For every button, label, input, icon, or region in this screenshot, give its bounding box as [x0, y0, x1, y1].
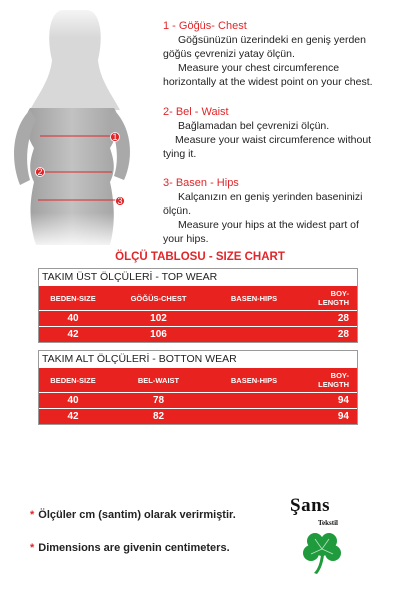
table-row — [39, 409, 357, 425]
marker-2 — [36, 167, 45, 177]
table-cell: 94 — [298, 393, 357, 409]
note-turkish — [30, 509, 236, 521]
instruction-line: tying it. — [163, 148, 197, 160]
top-wear-table — [38, 268, 358, 343]
svg-text:3: 3 — [117, 196, 123, 206]
column-header: BEDEN-SIZE — [50, 375, 96, 385]
instruction-line: Kalçanızın en geniş yerinden baseninizi — [178, 191, 363, 203]
instruction-line: horizontally at the widest point on your chest. — [163, 76, 373, 88]
marker-1 — [111, 132, 120, 142]
clover-icon — [298, 527, 346, 575]
marker-3 — [116, 196, 125, 206]
table-cell — [210, 327, 298, 343]
instruction-line: Measure your chest circumference — [178, 62, 340, 74]
brand-logo-name: Şans — [290, 495, 331, 516]
instruction-line: Measure your waist circumference without — [175, 134, 372, 146]
instruction-line: your hips. — [163, 233, 209, 245]
table-cell: 94 — [298, 409, 357, 425]
instruction-chest — [163, 19, 395, 89]
instruction-line: göğüs çevrenizi yatay ölçün. — [163, 48, 295, 60]
column-header: BEDEN-SIZE — [50, 293, 96, 303]
column-header: BEL-WAIST — [137, 375, 180, 385]
instruction-line: ölçün. — [163, 205, 192, 217]
note-text: Ölçüler cm (santim) olarak verirmiştir. — [38, 509, 236, 521]
table-cell: 102 — [107, 311, 210, 327]
column-header: BOY-LENGTH — [318, 289, 349, 307]
table-row — [39, 311, 357, 327]
column-header: BOY-LENGTH — [318, 371, 349, 389]
top-wear-title: TAKIM ÜST ÖLÇÜLERİ - TOP WEAR — [42, 271, 218, 283]
table-cell: 40 — [39, 311, 107, 327]
asterisk: * — [30, 542, 35, 554]
instruction-heading: 1 - Göğüs- Chest — [163, 20, 247, 32]
table-cell — [210, 409, 298, 425]
table-cell: 28 — [298, 327, 357, 343]
table-header-row — [39, 368, 357, 393]
instruction-heading: 3- Basen - Hips — [163, 177, 239, 189]
note-text: Dimensions are givenin centimeters. — [38, 542, 230, 554]
table-cell — [210, 311, 298, 327]
table-header-row — [39, 286, 357, 311]
bottom-wear-grid — [39, 368, 357, 424]
table-row — [39, 327, 357, 343]
table-cell — [210, 393, 298, 409]
svg-text:1: 1 — [112, 132, 118, 142]
brand-logo-subtitle: Tekstil — [318, 519, 338, 527]
column-header: BASEN-HIPS — [230, 293, 278, 303]
instruction-line: Göğsünüzün üzerindeki en geniş yerden — [178, 34, 366, 46]
instruction-line: Measure your hips at the widest part of — [178, 219, 359, 231]
bottom-wear-table — [38, 350, 358, 425]
table-cell: 82 — [107, 409, 210, 425]
instruction-hips — [163, 176, 395, 246]
bottom-wear-title: TAKIM ALT ÖLÇÜLERİ - BOTTON WEAR — [42, 353, 237, 365]
table-cell: 40 — [39, 393, 107, 409]
table-cell: 106 — [107, 327, 210, 343]
table-cell: 78 — [107, 393, 210, 409]
column-header: BASEN-HIPS — [230, 375, 278, 385]
asterisk: * — [30, 509, 35, 521]
instruction-waist — [163, 105, 395, 161]
top-wear-grid — [39, 286, 357, 342]
table-cell: 28 — [298, 311, 357, 327]
note-english — [30, 542, 230, 554]
instruction-heading: 2- Bel - Waist — [163, 106, 229, 118]
table-row — [39, 393, 357, 409]
instruction-line: Bağlamadan bel çevrenizi ölçün. — [178, 120, 330, 132]
size-chart-title: ÖLÇÜ TABLOSU - SIZE CHART — [115, 251, 285, 263]
table-cell: 42 — [39, 327, 107, 343]
table-cell: 42 — [39, 409, 107, 425]
svg-text:2: 2 — [37, 167, 43, 177]
body-silhouette — [0, 0, 160, 250]
column-header: GÖĞÜS-CHEST — [130, 293, 187, 303]
